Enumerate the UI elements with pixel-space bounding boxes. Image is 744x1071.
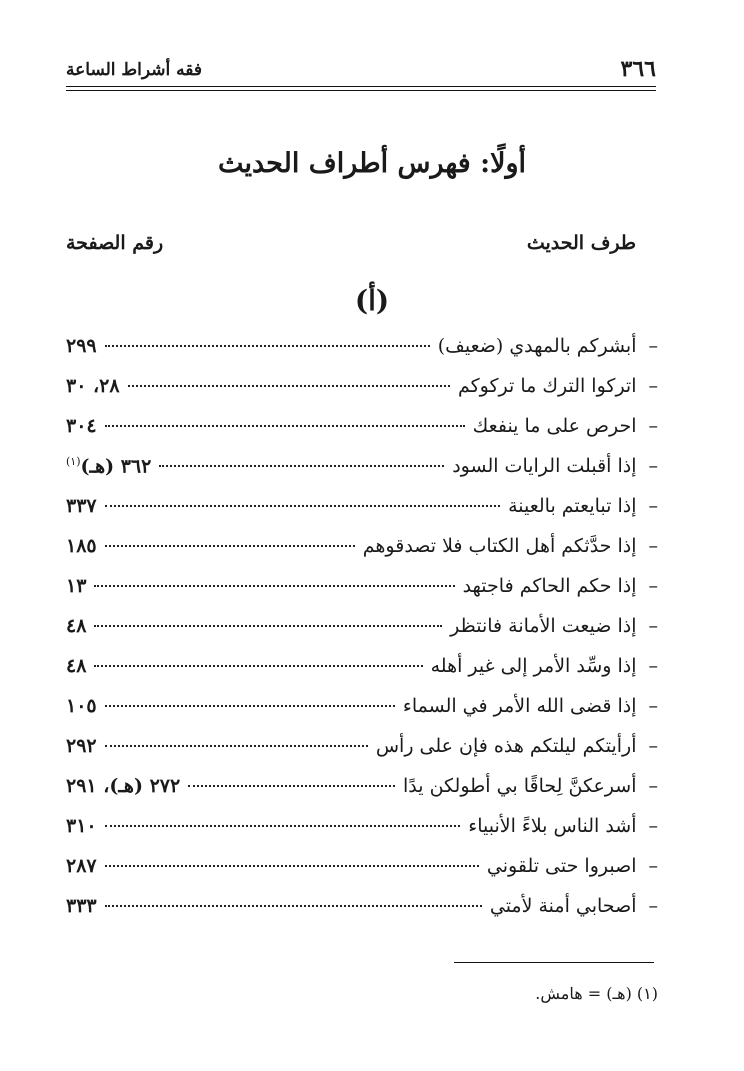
dot-leader <box>105 705 395 707</box>
entry-hadith-text: أشد الناس بلاءً الأنبياء <box>468 815 637 837</box>
entry-hadith-text: احرص على ما ينفعك <box>472 415 637 437</box>
entry-dash: – <box>648 415 658 437</box>
entry-hadith-text: إذا قضى الله الأمر في السماء <box>402 695 637 717</box>
entry-dash: – <box>648 615 658 637</box>
footnote-marker: (١) <box>66 455 81 468</box>
entry-dash: – <box>648 335 658 357</box>
entry-page-numbers <box>66 855 97 877</box>
entry-hadith-text: إذا أقبلت الرايات السود <box>452 455 637 478</box>
entry-dash: – <box>648 575 658 597</box>
entry-page-value: ٢٩٢ <box>66 735 97 757</box>
entry-page-value: ٣١٠ <box>66 815 97 837</box>
entry-hadith-text: إذا ضيعت الأمانة فانتظر <box>450 615 637 637</box>
entry-dash: – <box>648 455 658 478</box>
entry-page-numbers <box>66 455 151 477</box>
entry-hadith-text: إذا وسِّد الأمر إلى غير أهله <box>430 655 637 677</box>
footnote-rule <box>454 962 654 963</box>
entry-dash: – <box>648 655 658 677</box>
entry-page-value: ١٠٥ <box>66 695 97 717</box>
dot-leader <box>105 865 479 867</box>
column-header-hadith: طرف الحديث <box>526 232 636 254</box>
entry-page-value: ٣٦٢ (هـ) <box>80 455 152 478</box>
entry-page-numbers <box>66 375 120 397</box>
entry-dash: – <box>648 775 658 797</box>
entry-dash: – <box>648 855 658 877</box>
index-entry <box>66 495 658 535</box>
entry-page-numbers <box>66 895 97 917</box>
index-entry <box>66 455 658 495</box>
entry-page-numbers <box>66 575 86 597</box>
dot-leader <box>105 825 461 827</box>
entry-page-numbers <box>66 815 97 837</box>
dot-leader <box>105 425 465 427</box>
index-entry <box>66 815 658 855</box>
letter-heading: (أ) <box>354 284 390 317</box>
entry-hadith-text: أرأيتكم ليلتكم هذه فإن على رأس <box>375 735 637 757</box>
entry-page-value: ٢٩٩ <box>66 335 97 357</box>
index-entry <box>66 655 658 695</box>
entry-page-value: ٣٣٧ <box>66 495 97 517</box>
dot-leader <box>188 785 395 787</box>
column-headers <box>66 232 636 262</box>
dot-leader <box>105 905 482 907</box>
entry-page-value: ٢٨٧ <box>66 855 97 877</box>
entry-dash: – <box>648 375 658 397</box>
running-head <box>66 56 656 90</box>
dot-leader <box>105 345 430 347</box>
entry-dash: – <box>648 495 658 517</box>
entry-page-numbers <box>66 735 97 757</box>
entry-page-numbers <box>66 535 97 557</box>
entry-page-value: ١٨٥ <box>66 535 97 557</box>
entry-page-numbers <box>66 775 180 797</box>
dot-leader <box>105 505 500 507</box>
entry-dash: – <box>648 695 658 717</box>
entry-page-value: ١٣ <box>66 575 87 597</box>
dot-leader <box>128 385 450 387</box>
index-entry <box>66 735 658 775</box>
dot-leader <box>105 745 368 747</box>
index-entry <box>66 375 658 415</box>
entry-page-value: ٣٣٣ <box>66 895 97 917</box>
entry-dash: – <box>648 735 658 757</box>
entry-dash: – <box>648 895 658 917</box>
index-entry <box>66 695 658 735</box>
entry-page-numbers <box>66 335 97 357</box>
page-number: ٣٦٦ <box>620 56 656 82</box>
index-entries <box>66 335 658 935</box>
entry-dash: – <box>648 815 658 837</box>
index-entry <box>66 775 658 815</box>
entry-hadith-text: أسرعكنَّ لِحاقًا بي أطولكن يدًا <box>403 775 637 797</box>
index-entry <box>66 415 658 455</box>
entry-page-value: ٤٨ <box>66 655 87 677</box>
index-entry <box>66 615 658 655</box>
header-rule-second <box>66 90 656 91</box>
book-title: فقه أشراط الساعة <box>66 60 202 80</box>
index-entry <box>66 895 658 935</box>
entry-dash: – <box>648 535 658 557</box>
entry-page-numbers <box>66 415 97 437</box>
entry-page-numbers <box>66 695 97 717</box>
index-entry <box>66 335 658 375</box>
column-header-page: رقم الصفحة <box>66 232 164 254</box>
entry-page-numbers <box>66 495 97 517</box>
index-entry <box>66 575 658 615</box>
entry-hadith-text: أبشركم بالمهدي (ضعيف) <box>437 335 637 357</box>
entry-page-numbers <box>66 655 86 677</box>
entry-page-value: ٢٧٢ (هـ)، ٢٩١ <box>66 775 181 797</box>
dot-leader <box>105 545 355 547</box>
entry-page-value: ٢٨، ٣٠ <box>66 375 120 397</box>
header-rule <box>66 86 656 87</box>
section-title: أولًا: فهرس أطراف الحديث <box>217 148 527 179</box>
entry-hadith-text: إذا حكم الحاكم فاجتهد <box>462 575 637 597</box>
entry-hadith-text: اتركوا الترك ما تركوكم <box>457 375 637 397</box>
entry-page-value: ٤٨ <box>66 615 87 637</box>
dot-leader <box>94 665 422 667</box>
index-entry <box>66 535 658 575</box>
index-entry <box>66 855 658 895</box>
entry-hadith-text: إذا تبايعتم بالعينة <box>508 495 637 517</box>
footnote: (١) (هـ) = هامش. <box>535 984 658 1003</box>
dot-leader <box>94 625 442 627</box>
dot-leader <box>94 585 454 587</box>
entry-page-value: ٣٠٤ <box>66 415 97 437</box>
entry-hadith-text: أصحابي أمنة لأمتي <box>489 895 637 917</box>
entry-hadith-text: اصبروا حتى تلقوني <box>486 855 637 877</box>
entry-hadith-text: إذا حدَّثكم أهل الكتاب فلا تصدقوهم <box>362 535 637 557</box>
dot-leader <box>159 465 444 467</box>
entry-page-numbers <box>66 615 86 637</box>
